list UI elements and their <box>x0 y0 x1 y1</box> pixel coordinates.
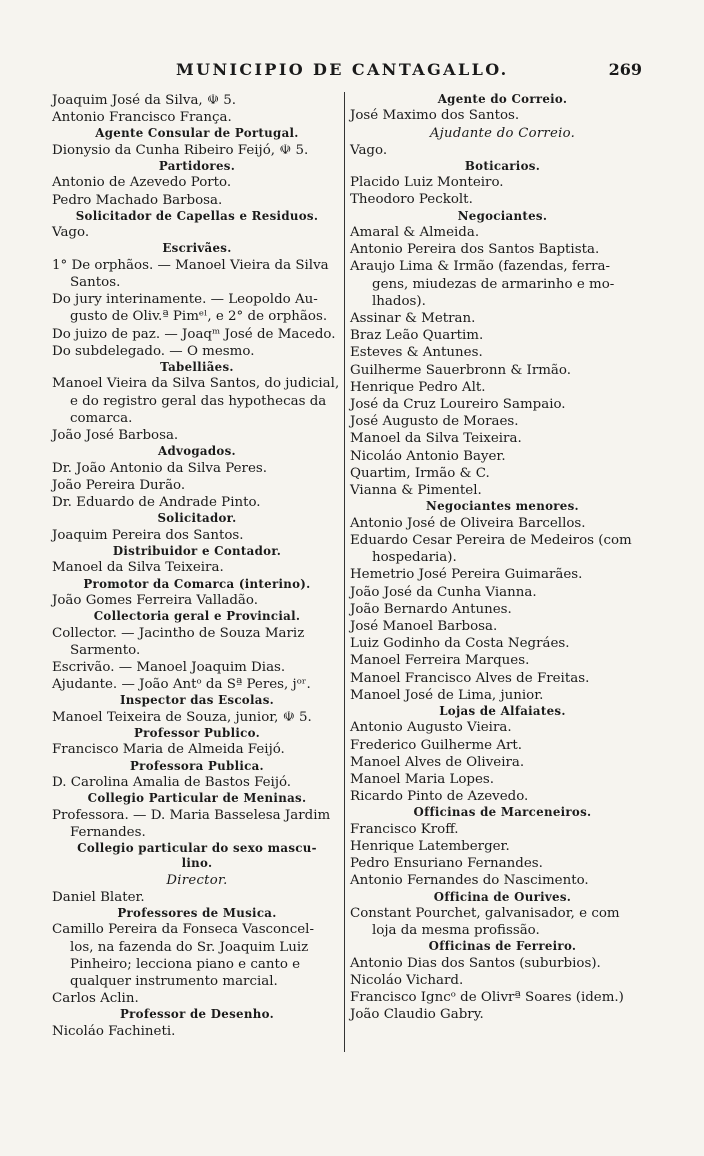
entry-line: Amaral & Almeida. <box>350 225 480 241</box>
entry-line: Antonio Dias dos Santos (suburbios). <box>350 955 601 971</box>
section-subheading: Director. <box>166 872 228 888</box>
entry-line: 1° De orphãos. — Manoel Vieira da Silva <box>52 257 329 273</box>
entry-line: Pedro Machado Barbosa. <box>52 192 223 208</box>
entry-line: Antonio Pereira dos Santos Baptista. <box>350 242 600 258</box>
entry-line: Dionysio da Cunha Ribeiro Feijó, ☫ 5. <box>52 142 309 158</box>
entry-line: Henrique Pedro Alt. <box>350 379 486 395</box>
entry-line: Francisco Maria de Almeida Feijó. <box>52 742 285 758</box>
section-heading: Negociantes. <box>457 208 548 223</box>
entry-line: João Pereira Durão. <box>52 477 186 493</box>
entry-line: Nicoláo Fachineti. <box>52 1023 176 1039</box>
section-heading: Distribuidor e Contador. <box>112 543 282 558</box>
section-heading: Collectoria geral e Provincial. <box>93 609 301 624</box>
entry-line: Manoel Teixeira de Souza, junior, ☫ 5. <box>52 709 312 725</box>
entry-line: Quartim, Irmão & C. <box>350 465 490 481</box>
section-heading: Promotor da Comarca (interino). <box>83 576 311 591</box>
entry-continuation: los, na fazenda do Sr. Joaquim Luiz <box>70 939 309 955</box>
entry-line: João José da Cunha Vianna. <box>350 584 537 600</box>
entry-continuation: e do registro geral das hypothecas da <box>70 393 327 409</box>
entry-line: Frederico Guilherme Art. <box>350 737 523 753</box>
section-heading: Agente do Correio. <box>437 92 568 106</box>
running-title: MUNICIPIO DE CANTAGALLO. <box>176 60 509 79</box>
entry-line: Do juizo de paz. — Joaqᵐ José de Macedo. <box>52 326 336 342</box>
left-column <box>52 92 342 1040</box>
section-subheading: Ajudante do Correio. <box>429 125 576 141</box>
section-heading: Collegio Particular de Meninas. <box>87 791 307 806</box>
entry-line: Dr. Eduardo de Andrade Pinto. <box>52 495 261 511</box>
entry-line: Henrique Latemberger. <box>350 838 510 854</box>
entry-line: Manoel da Silva Teixeira. <box>52 560 224 576</box>
entry-line: Francisco Igncᵒ de Olivrª Soares (idem.) <box>350 990 624 1006</box>
entry-line: Professora. — D. Maria Basselesa Jardim <box>52 807 331 823</box>
section-heading: Officina de Ourives. <box>433 889 572 904</box>
entry-line: José Augusto de Moraes. <box>350 414 519 430</box>
entry-continuation: gens, miudezas de armarinho e mo- <box>372 276 615 292</box>
section-heading: Agente Consular de Portugal. <box>95 126 299 141</box>
entry-line: Araujo Lima & Irmão (fazendas, ferra- <box>350 259 611 275</box>
right-column <box>350 92 655 1024</box>
page-header <box>0 58 704 88</box>
entry-line: Manoel Maria Lopes. <box>350 771 495 787</box>
section-heading: Solicitador. <box>157 511 237 526</box>
section-heading: Partidores. <box>158 159 236 174</box>
entry-line: Theodoro Peckolt. <box>350 192 473 208</box>
entry-line: Manoel Francisco Alves de Freitas. <box>350 670 590 686</box>
section-heading: Advogados. <box>158 444 236 459</box>
entry-line: Vago. <box>350 142 388 158</box>
entry-line: Luiz Godinho da Costa Negráes. <box>350 636 570 652</box>
entry-line: Carlos Aclin. <box>52 991 139 1007</box>
entry-line: Antonio José de Oliveira Barcellos. <box>350 515 586 531</box>
entry-line: Antonio Fernandes do Nascimento. <box>350 873 589 889</box>
entry-continuation: lhados). <box>372 293 426 309</box>
entry-line: Joaquim Pereira dos Santos. <box>52 527 244 543</box>
entry-line: Placido Luiz Monteiro. <box>350 175 504 191</box>
entry-line: Guilherme Sauerbronn & Irmão. <box>350 362 571 378</box>
entry-line: Hemetrio José Pereira Guimarães. <box>350 567 583 583</box>
section-heading: Boticarios. <box>464 158 541 173</box>
entry-continuation: Fernandes. <box>70 824 146 840</box>
entry-line: Vago. <box>52 225 90 241</box>
entry-continuation: hospedaria). <box>372 550 457 566</box>
section-heading: Professor de Desenho. <box>120 1007 274 1022</box>
entry-line: Braz Leão Quartim. <box>350 328 484 344</box>
entry-line: Manoel Ferreira Marques. <box>350 653 530 669</box>
page-number: 269 <box>608 60 642 79</box>
entry-line: Ajudante. — João Antᵒ da Sª Peres, jᵒʳ. <box>52 677 311 693</box>
entry-line: Dr. João Antonio da Silva Peres. <box>52 460 268 476</box>
entry-line: Manoel Vieira da Silva Santos, do judicial, <box>52 376 340 392</box>
entry-line: Eduardo Cesar Pereira de Medeiros (com <box>350 532 632 548</box>
entry-continuation: Pinheiro; lecciona piano e canto e <box>70 956 301 972</box>
section-heading: Professores de Musica. <box>117 906 277 920</box>
entry-line: Do jury interinamente. — Leopoldo Au- <box>52 292 318 308</box>
entry-line: Antonio de Azevedo Porto. <box>52 175 232 191</box>
section-heading: Officinas de Marceneiros. <box>413 805 592 820</box>
entry-continuation: qualquer instrumento marcial. <box>70 974 278 990</box>
entry-line: Antonio Augusto Vieira. <box>350 720 512 736</box>
entry-continuation: gusto de Oliv.ª Pimᵉˡ, e 2° de orphãos. <box>70 309 328 325</box>
entry-line: José Manoel Barbosa. <box>350 618 498 634</box>
column-divider <box>344 92 345 1052</box>
entry-line: João Gomes Ferreira Valladão. <box>52 592 258 608</box>
section-heading: Inspector das Escolas. <box>119 693 275 708</box>
section-heading: lino. <box>181 856 213 871</box>
entry-line: João Bernardo Antunes. <box>350 601 512 617</box>
entry-line: João Claudio Gabry. <box>350 1007 484 1023</box>
entry-line: Constant Pourchet, galvanisador, e com <box>350 905 620 921</box>
entry-line: Antonio Francisco França. <box>52 110 232 126</box>
entry-line: Joaquim José da Silva, ☫ 5. <box>52 93 236 108</box>
entry-line: Daniel Blater. <box>52 889 145 905</box>
entry-line: Assinar & Metran. <box>350 311 476 327</box>
section-heading: Negociantes menores. <box>426 499 579 514</box>
entry-line: Francisco Kroff. <box>350 821 459 837</box>
entry-line: Escrivão. — Manoel Joaquim Dias. <box>52 659 286 675</box>
section-heading: Officinas de Ferreiro. <box>428 939 577 954</box>
entry-line: Collector. — Jacintho de Souza Mariz <box>52 625 305 641</box>
entry-line: Manoel José de Lima, junior. <box>350 687 544 703</box>
section-heading: Professor Publico. <box>133 725 261 740</box>
entry-line: José Maximo dos Santos. <box>350 108 520 124</box>
section-heading: Tabelliães. <box>160 360 234 375</box>
section-heading: Lojas de Alfaiates. <box>439 703 566 718</box>
entry-line: D. Carolina Amalia de Bastos Feijó. <box>52 774 292 790</box>
entry-line: Esteves & Antunes. <box>350 345 483 361</box>
entry-line: Vianna & Pimentel. <box>350 483 482 499</box>
section-heading: Collegio particular do sexo mascu- <box>77 840 317 855</box>
entry-line: Ricardo Pinto de Azevedo. <box>350 789 529 805</box>
entry-line: Manoel da Silva Teixeira. <box>350 431 522 447</box>
entry-line: Do subdelegado. — O mesmo. <box>52 343 255 359</box>
section-heading: Professora Publica. <box>130 758 264 773</box>
entry-continuation: loja da mesma profissão. <box>372 923 540 939</box>
entry-line: Manoel Alves de Oliveira. <box>350 754 525 770</box>
entry-continuation: comarca. <box>70 410 133 426</box>
entry-line: João José Barbosa. <box>52 428 179 444</box>
entry-continuation: Sarmento. <box>70 642 141 658</box>
entry-line: Pedro Ensuriano Fernandes. <box>350 856 543 872</box>
entry-line: José da Cruz Loureiro Sampaio. <box>350 397 566 413</box>
entry-continuation: Santos. <box>70 275 121 291</box>
entry-line: Camillo Pereira da Fonseca Vasconcel- <box>52 922 314 938</box>
section-heading: Escrivães. <box>162 241 232 256</box>
section-heading: Solicitador de Capellas e Residuos. <box>75 208 319 223</box>
entry-line: Nicoláo Antonio Bayer. <box>350 448 506 464</box>
entry-line: Nicoláo Vichard. <box>350 972 464 988</box>
